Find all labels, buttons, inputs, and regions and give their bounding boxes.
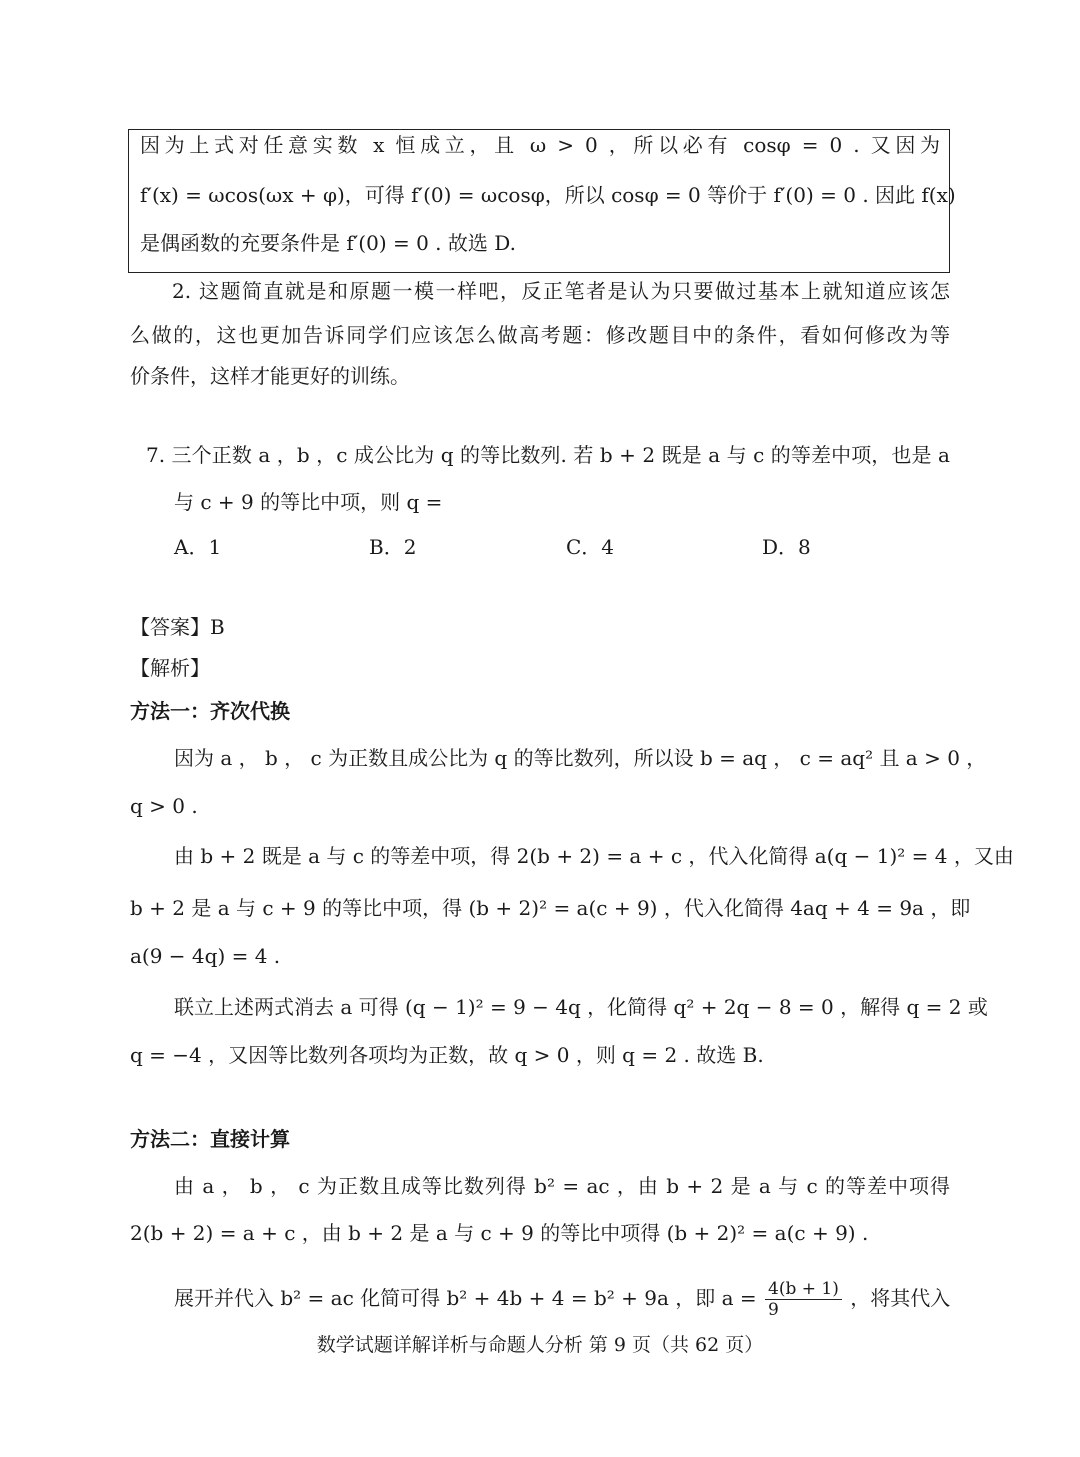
- fraction-denominator: 9: [768, 1300, 779, 1320]
- fraction-numerator: 4(b + 1): [765, 1279, 842, 1300]
- option-b: B．2: [369, 535, 417, 559]
- page-footer: 数学试题详解详析与命题人分析 第 9 页（共 62 页）: [316, 1334, 764, 1356]
- box-line-3: 是偶函数的充要条件是 f′(0) = 0 . 故选 D.: [140, 231, 516, 255]
- method-1-p2-line-3: a(9 − 4q) = 4 .: [130, 944, 281, 968]
- option-d: D．8: [762, 535, 811, 559]
- fraction: [765, 1279, 842, 1320]
- method-2-p2-before: 展开并代入 b² = ac 化简可得 b² + 4b + 4 = b² + 9a ，即 a =: [174, 1286, 757, 1310]
- method-2-p1-line-2: 2(b + 2) = a + c ，由 b + 2 是 a 与 c + 9 的等比中项得 (b + 2)² = a(c + 9) .: [130, 1221, 869, 1245]
- method-1-p2-line-1: 由 b + 2 既是 a 与 c 的等差中项，得 2(b + 2) = a + c ，代入化简得 a(q − 1)² = 4 ，又由: [174, 844, 1014, 868]
- box-line-1: 因为上式对任意实数 x 恒成立，且 ω > 0 ，所以必有 cosφ = 0 . 又因为: [140, 133, 940, 157]
- method-2-title: 方法二：直接计算: [130, 1127, 290, 1151]
- note-line-1: 2. 这题简直就是和原题一模一样吧，反正笔者是认为只要做过基本上就知道应该怎: [172, 279, 950, 303]
- question-7-line-2: 与 c + 9 的等比中项，则 q =: [174, 490, 443, 514]
- note-line-2: 么做的，这也更加告诉同学们应该怎么做高考题：修改题目中的条件，看如何修改为等: [130, 323, 950, 347]
- method-1-p1-line-1: 因为 a ， b ， c 为正数且成公比为 q 的等比数列，所以设 b = aq ， c = aq² 且 a > 0 ，: [174, 746, 987, 770]
- option-c: C．4: [566, 535, 615, 559]
- method-2-p1-line-1: 由 a ， b ， c 为正数且成等比数列得 b² = ac ，由 b + 2 是 a 与 c 的等差中项得: [174, 1174, 950, 1198]
- answer-label: 【答案】B: [130, 615, 225, 639]
- method-1-p3-line-1: 联立上述两式消去 a 可得 (q − 1)² = 9 − 4q ，化简得 q² + 2q − 8 = 0 ，解得 q = 2 或: [174, 995, 988, 1019]
- question-7-line-1: 7. 三个正数 a ，b ，c 成公比为 q 的等比数列. 若 b + 2 既是 a 与 c 的等差中项，也是 a: [146, 443, 950, 467]
- method-1-p1-line-2: q > 0 .: [130, 794, 198, 818]
- box-line-2: f′(x) = ωcos(ωx + φ)，可得 f′(0) = ωcosφ，所以 cosφ = 0 等价于 f′(0) = 0 . 因此 f(x): [140, 183, 956, 207]
- method-1-title: 方法一：齐次代换: [130, 699, 290, 723]
- analysis-label: 【解析】: [130, 656, 210, 680]
- method-1-p2-line-2: b + 2 是 a 与 c + 9 的等比中项，得 (b + 2)² = a(c + 9) ，代入化简得 4aq + 4 = 9a ，即: [130, 896, 971, 920]
- method-1-p3-line-2: q = −4 ，又因等比数列各项均为正数，故 q > 0 ，则 q = 2 . 故选 B.: [130, 1043, 764, 1067]
- method-2-p2-after: ，将其代入: [850, 1286, 951, 1310]
- method-2-p2-line-1: [174, 1278, 950, 1320]
- option-a: A．1: [174, 535, 222, 559]
- note-line-3: 价条件，这样才能更好的训练。: [130, 364, 410, 388]
